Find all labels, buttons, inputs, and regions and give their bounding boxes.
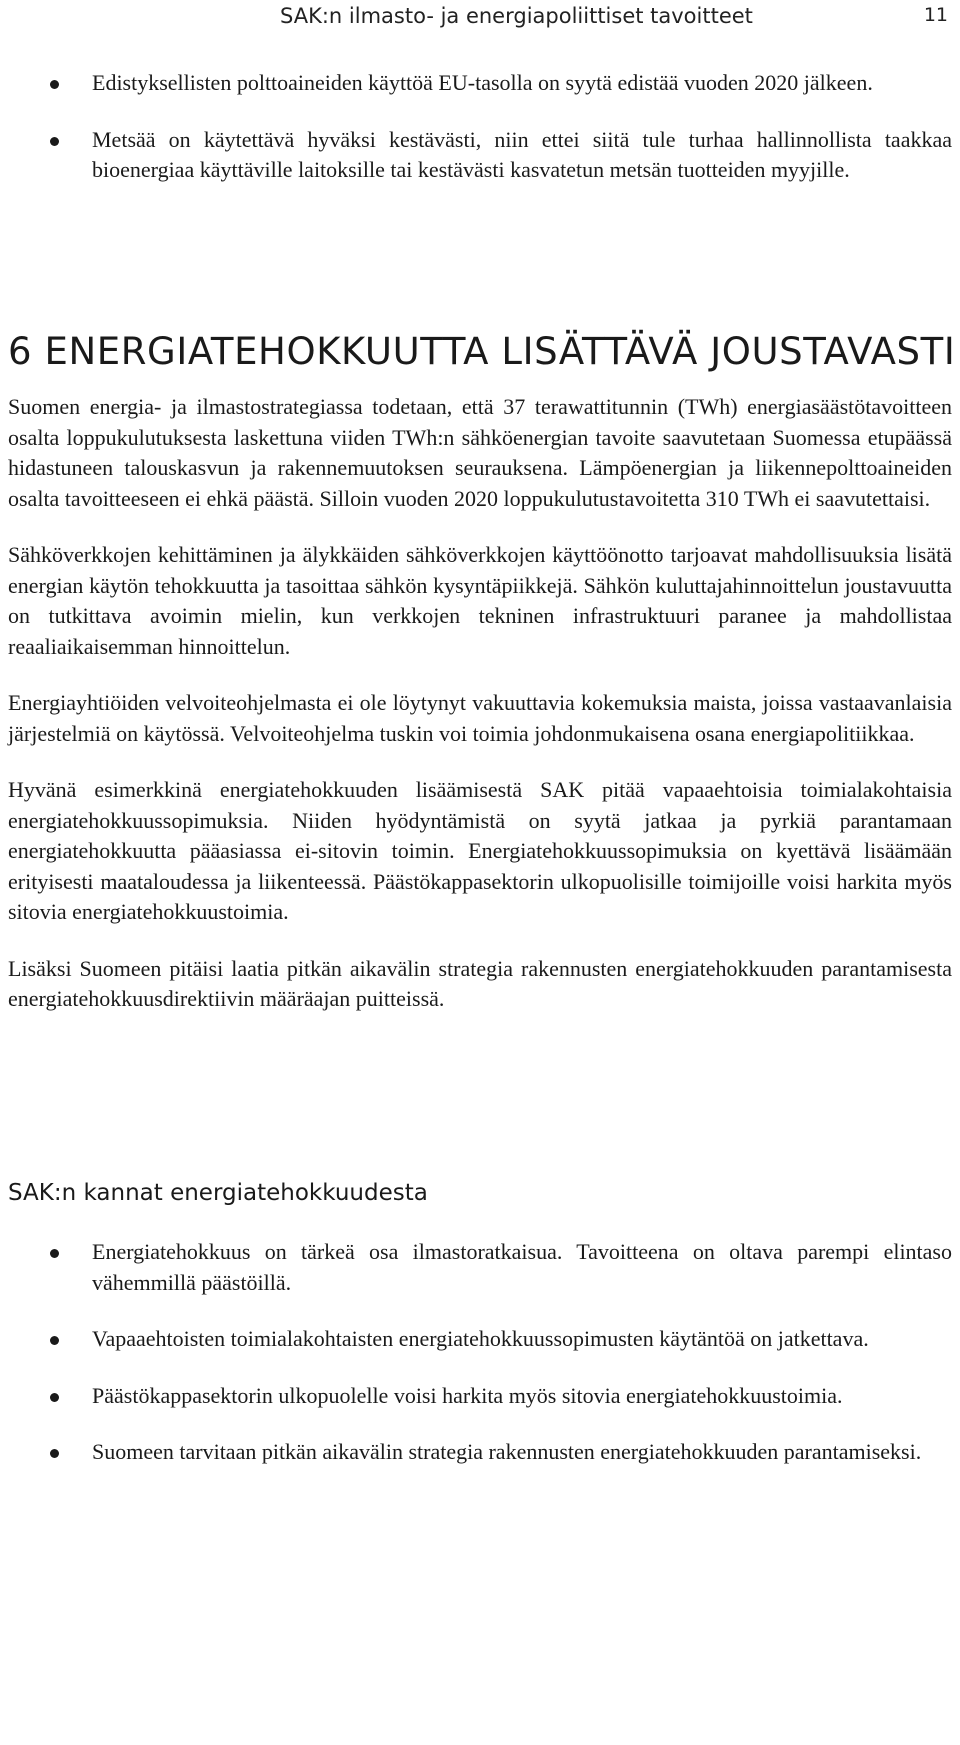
bullet-text: Päästökappasektorin ulkopuolelle voisi harkita myös sitovia energiatehokkuustoimia. xyxy=(92,1382,843,1408)
paragraph: Suomen energia- ja ilmastostrategiassa todetaan, että 37 terawattitunnin (TWh) energiasäästötavoitteen osalta loppukulutuksesta laskettuna viiden TWh:n sähköenergian tavoite saavutetaan Suomessa etupäässä hidastuneen talouskasvun ja rakennemuutoksen seurauksena. Lämpöenergian ja liikennepolttoaineiden osalta tavoitteeseen ei ehkä päästä. Silloin vuoden 2020 loppukulutustavoitetta 310 TWh ei saavutettaisi. xyxy=(8,394,952,511)
bullet-text: Edistyksellisten polttoaineiden käyttöä EU-tasolla on syytä edistää vuoden 2020 jälkeen. xyxy=(92,70,873,95)
section-heading: 6 ENERGIATEHOKKUUTTA LISÄTTÄVÄ JOUSTAVASTI xyxy=(8,330,956,373)
paragraph: Hyvänä esimerkkinä energiatehokkuuden lisäämisestä SAK pitää vapaaehtoisia toimialakohtaisia energiatehokkuussopimuksia. Niiden hyödyntämistä on syytä jatkaa ja pyrkiä parantamaan energiatehokkuutta pääasiassa ei-sitovin toimin. Energiatehokkuussopimuksia on kyettävä lisäämään erityisesti maataloudessa ja liikenteessä. Päästökappasektorin ulkopuolisille toimijoille voisi harkita myös sitovia energiatehokkuustoimia. xyxy=(8,777,952,924)
bullet-icon xyxy=(50,1336,59,1345)
paragraph: Sähköverkkojen kehittäminen ja älykkäiden sähköverkkojen käyttöönotto tarjoavat mahdollisuuksia lisätä energian käytön tehokkuutta ja tasoittaa sähkön kysyntäpiikkejä. Sähkön kuluttajahinnoittelun joustavuutta on tutkittava avoimin mielin, kun verkkojen tekninen infrastruktuuri paranee ja mahdollistaa reaaliaikaisemman hinnoittelun. xyxy=(8,542,952,659)
list-item xyxy=(8,68,952,99)
paragraph: Lisäksi Suomeen pitäisi laatia pitkän aikavälin strategia rakennusten energiatehokkuuden parantamisesta energiatehokkuusdirektiivin määräajan puitteissä. xyxy=(8,955,952,1011)
list-item xyxy=(8,1437,952,1468)
bullet-text: Vapaaehtoisten toimialakohtaisten energiatehokkuussopimusten käytäntöä on jatkettava. xyxy=(92,1326,869,1351)
paragraph: Energiayhtiöiden velvoiteohjelmasta ei ole löytynyt vakuuttavia kokemuksia maista, joissa vastaavanlaisia järjestelmiä on käytössä. Velvoiteohjelma tuskin voi toimia johdonmukaisena osana energiapolitiikkaa. xyxy=(8,690,952,746)
page-number: 11 xyxy=(923,4,948,26)
bullet-icon xyxy=(50,137,59,146)
bullet-icon xyxy=(50,1393,59,1402)
bullet-icon xyxy=(50,1249,59,1258)
list-item xyxy=(8,125,952,186)
running-title: SAK:n ilmasto- ja energiapoliittiset tavoitteet xyxy=(280,4,753,28)
running-header xyxy=(8,4,952,34)
list-item xyxy=(8,1381,952,1412)
section-body xyxy=(8,392,952,1015)
list-item xyxy=(8,1324,952,1355)
positions-list xyxy=(8,1237,952,1468)
bullet-text: Metsää on käytettävä hyväksi kestävästi, niin ettei siitä tule turhaa hallinnollista taakkaa bioenergiaa käyttäville laitoksille tai kestävästi kasvatetun metsän tuotteiden myyjille. xyxy=(92,126,952,182)
bullet-text: Energiatehokkuus on tärkeä osa ilmastoratkaisua. Tavoitteena on oltava parempi elintaso vähemmillä päästöillä. xyxy=(92,1239,952,1295)
top-bullet-list xyxy=(8,68,952,186)
bullet-icon xyxy=(50,80,59,89)
subheading: SAK:n kannat energiatehokkuudesta xyxy=(8,1180,428,1206)
list-item xyxy=(8,1237,952,1298)
bullet-text: Suomeen tarvitaan pitkän aikavälin strategia rakennusten energiatehokkuuden parantamiseksi. xyxy=(92,1439,922,1464)
bullet-icon xyxy=(50,1449,59,1458)
